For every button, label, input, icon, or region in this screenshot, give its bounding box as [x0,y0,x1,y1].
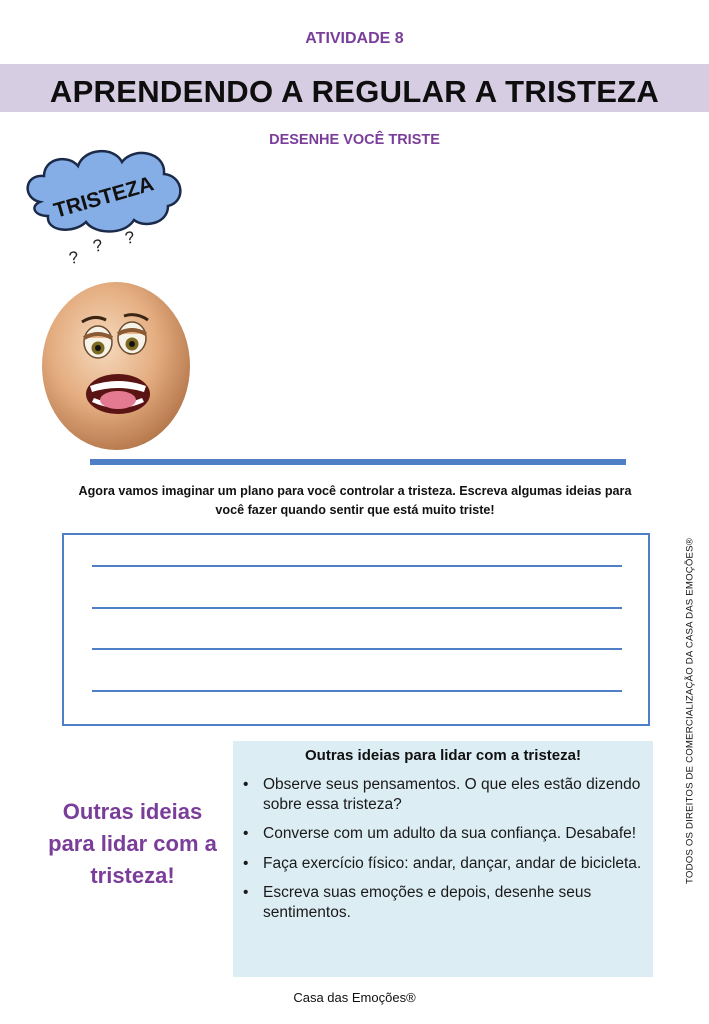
egg-mouth [86,374,150,414]
list-item [243,883,643,922]
writing-line[interactable] [92,607,622,609]
idea-text: Converse com um adulto da sua confiança. Desabafe! [263,825,637,842]
bullet-icon: • [243,884,249,901]
instructions-text: Agora vamos imaginar um plano para você controlar a tristeza. Escreva algumas ideias para você fazer quando sentir que está muito triste! [78,484,632,517]
writing-area[interactable] [62,533,650,726]
list-item [243,775,643,814]
writing-line[interactable] [92,565,622,567]
writing-line[interactable] [92,648,622,650]
drawing-prompt: DESENHE VOCÊ TRISTE [269,132,440,148]
sad-egg-illustration [38,268,194,452]
idea-text: Observe seus pensamentos. O que eles estão dizendo sobre essa tristeza? [263,776,641,813]
question-mark-c: ? [123,228,137,248]
page-title: APRENDENDO A REGULAR A TRISTEZA [49,74,660,109]
activity-label: ATIVIDADE 8 [305,30,404,47]
bullet-icon: • [243,776,249,793]
footer-brand: Casa das Emoções® [293,990,416,1005]
writing-line[interactable] [92,690,622,692]
list-item [243,854,643,874]
idea-text: Faça exercício físico: andar, dançar, andar de bicicleta. [263,854,642,872]
question-mark-a: ? [67,247,81,268]
idea-text: Escreva suas emoções e depois, desenhe seus sentimentos. [263,884,592,921]
side-title: Outras ideias para lidar com a tristeza! [48,799,217,888]
cloud-text: TRISTEZA [51,172,157,223]
rights-notice: TODOS OS DIREITOS DE COMERCIALIZAÇÃO DA CASA DAS EMOÇÕES® [684,538,696,884]
bullet-icon: • [243,854,249,872]
ideas-list [243,775,643,932]
egg-body [42,282,190,450]
question-marks [60,228,150,268]
ideas-title: Outras ideias para lidar com a tristeza! [305,747,581,764]
bullet-icon: • [243,825,249,842]
section-divider [90,459,626,465]
ideas-box [233,741,653,977]
list-item [243,824,643,844]
question-mark-b: ? [91,235,105,256]
